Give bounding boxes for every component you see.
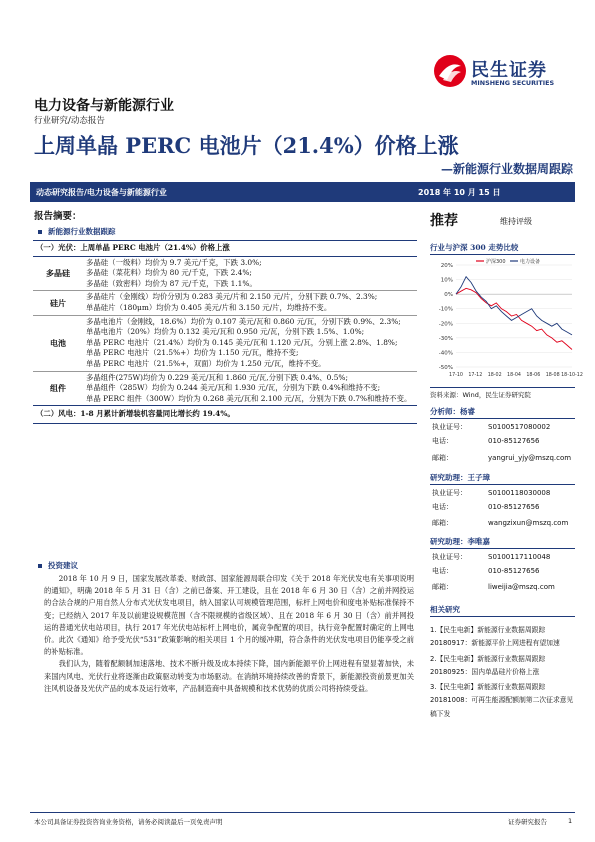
report-category: 动态研究报告/电力设备与新能源行业 bbox=[36, 188, 167, 197]
field-label: 执业证号： bbox=[432, 553, 467, 561]
report-info-bar bbox=[30, 182, 575, 202]
field-label: 邮箱： bbox=[432, 454, 453, 462]
items-cell bbox=[83, 291, 417, 315]
minsheng-logo-icon bbox=[433, 54, 467, 88]
category-cell: 组件 bbox=[33, 371, 83, 406]
field-label: 电话： bbox=[432, 437, 453, 445]
brand-logo bbox=[433, 52, 573, 96]
list-item: 单晶组件（285W）均价为 0.244 美元/瓦和 1.930 元/瓦，分别为下跌 0.4%和维持不变; bbox=[86, 383, 381, 393]
report-subtitle: —新能源行业数据周跟踪 bbox=[440, 162, 573, 176]
items-cell bbox=[83, 371, 417, 406]
field-label: 电话： bbox=[432, 567, 453, 575]
field-value: yangrui_yjy@mszq.com bbox=[488, 454, 572, 462]
legend-label: 沪深300 bbox=[486, 259, 506, 265]
table-row bbox=[33, 256, 417, 291]
field-value: 010-85127656 bbox=[488, 567, 540, 575]
field-value: 010-85127656 bbox=[488, 503, 540, 511]
table-header: （一）光伏：上周单晶 PERC 电池片（21.4%）价格上涨 bbox=[33, 241, 417, 257]
list-item: 多晶电池片（金刚线，18.6%）均价为 0.107 美元/瓦和 0.860 元/瓦，分别下跌 0.9%、2.3%; bbox=[86, 316, 401, 326]
bullet-square-icon bbox=[38, 564, 42, 568]
summary-label: 报告摘要： bbox=[34, 211, 82, 222]
field-value: 010-85127656 bbox=[488, 437, 540, 445]
list-item: 多晶硅（致密料）均价为 87 元/千克，下跌 1.1%。 bbox=[86, 278, 257, 288]
trend-chart bbox=[430, 255, 583, 385]
y-tick-label: -20% bbox=[438, 321, 453, 328]
analyst-email bbox=[432, 451, 572, 465]
list-item: 单晶电池片（20%）均价为 0.132 美元/瓦和 0.950 元/瓦，分别下跌 1.5%、1.0%; bbox=[86, 327, 365, 337]
analyst-license bbox=[432, 420, 551, 434]
table-header-row bbox=[33, 241, 417, 257]
field-label: 邮箱： bbox=[432, 519, 453, 527]
field-label: 邮箱： bbox=[432, 583, 453, 591]
table-row bbox=[33, 315, 417, 371]
divider bbox=[430, 387, 575, 388]
table-row-wind bbox=[33, 406, 417, 424]
related-heading: 相关研究 bbox=[430, 604, 575, 617]
items-cell bbox=[83, 256, 417, 291]
section-heading-tracking bbox=[38, 226, 116, 237]
y-tick-label: -30% bbox=[438, 335, 453, 342]
category-cell: 电池 bbox=[33, 315, 83, 371]
list-item: 多晶硅（一级料）均价为 9.7 美元/千克，下跌 3.0%; bbox=[86, 257, 262, 267]
section-heading-text: 投资建议 bbox=[48, 561, 78, 570]
brand-name-en: MINSHENG SECURITIES bbox=[471, 79, 555, 87]
assistant-heading: 研究助理：王子璋 bbox=[430, 472, 575, 485]
field-value: wangzixun@mszq.com bbox=[488, 519, 569, 527]
field-value: liweijia@mszq.com bbox=[488, 583, 555, 591]
brand-name-cn: 民生证券 bbox=[471, 60, 547, 81]
rating-box bbox=[430, 210, 575, 230]
industry-name: 电力设备与新能源行业 bbox=[34, 98, 174, 114]
related-link[interactable]: 2.【民生电新】新能源行业数据周跟踪 20180925：国内单晶硅片价格上涨 bbox=[430, 654, 546, 676]
section-heading-text: 新能源行业数据跟踪 bbox=[48, 227, 116, 236]
list-item: 单晶 PERC 电池片（21.4%）均价为 0.145 美元/瓦和 1.120 元/瓦，分别上涨 2.8%、1.8%; bbox=[86, 337, 398, 347]
investment-body bbox=[44, 573, 414, 695]
x-tick-label: 18-06 bbox=[526, 373, 541, 378]
assistant-license bbox=[432, 486, 551, 500]
y-tick-label: -10% bbox=[438, 306, 453, 313]
assistant-email bbox=[432, 580, 555, 594]
assistant-license bbox=[432, 550, 551, 564]
paragraph: 我们认为，随着配额制加速落地、技术不断升级及成本持续下降，国内新能源平价上网进程有望显著加快，未来国内风电、光伏行业将逐渐由政策驱动转变为市场驱动。在消纳环境持续改善的背景下，新能源投资前景更加关注风机设备及光伏产品的成本及运行效率，产品制造商中具备规模和技术优势的优质公司将持续受益。 bbox=[44, 659, 414, 693]
report-title: 上周单晶 PERC 电池片（21.4%）价格上涨 bbox=[34, 133, 459, 158]
y-tick-label: 10% bbox=[440, 277, 453, 284]
chart-heading: 行业与沪深 300 走势比较 bbox=[430, 242, 575, 255]
field-value: S0100517080002 bbox=[488, 423, 551, 431]
related-link[interactable]: 3.【民生电新】新能源行业数据周跟踪 20181008：可再生能源配额制第二次征求意见稿下发 bbox=[430, 683, 574, 718]
rating-sub: 维持评级 bbox=[500, 217, 532, 226]
field-value: S0100117110048 bbox=[488, 553, 551, 561]
list-item: 单晶 PERC 电池片（21.5%+）均价为 1.150 元/瓦，维持不变; bbox=[86, 348, 299, 358]
assistant-phone bbox=[432, 564, 540, 578]
footer-label: 证券研究报告 bbox=[508, 818, 547, 826]
series-line bbox=[456, 277, 572, 335]
data-tracking-table bbox=[33, 240, 417, 424]
section-heading-investment bbox=[38, 560, 78, 571]
list-item: 多晶硅（菜花料）均价为 80 元/千克，下跌 2.4%; bbox=[86, 268, 252, 278]
x-tick-label: 17-10 bbox=[449, 373, 463, 378]
table-row bbox=[33, 371, 417, 406]
x-tick-label: 18-08 bbox=[545, 373, 560, 378]
disclaimer-note: 本公司具备证券投资咨询业务资格，请务必阅读最后一页免责声明 bbox=[34, 818, 223, 826]
chart-source: 资料来源：Wind，民生证券研究院 bbox=[430, 391, 531, 399]
category-cell: 多晶硅 bbox=[33, 256, 83, 291]
rating-label: 推荐 bbox=[430, 213, 458, 229]
table-row bbox=[33, 291, 417, 315]
field-label: 电话： bbox=[432, 503, 453, 511]
y-tick-label: 20% bbox=[440, 263, 453, 269]
related-research-list bbox=[430, 624, 578, 723]
y-tick-label: -40% bbox=[438, 350, 453, 357]
field-label: 执业证号： bbox=[432, 489, 467, 497]
list-item: 多晶硅片（金刚线）均价分别为 0.283 美元/片和 2.150 元/片，分别下跌 0.7%、2.3%; bbox=[86, 292, 378, 302]
x-tick-label: 18-02 bbox=[487, 373, 502, 378]
assistant-email bbox=[432, 516, 569, 530]
y-tick-label: -50% bbox=[438, 365, 453, 371]
list-item: 单晶硅片（180μm）均价为 0.405 美元/片和 3.150 元/片，均维持不变。 bbox=[86, 302, 332, 312]
report-date: 2018 年 10 月 15 日 bbox=[418, 188, 501, 197]
x-tick-label: 18-04 bbox=[507, 373, 521, 378]
x-tick-label: 18-10-12 bbox=[561, 373, 583, 378]
assistant-phone bbox=[432, 500, 540, 514]
paragraph: 2018 年 10 月 9 日，国家发展改革委、财政部、国家能源局联合印发《关于 2018 年光伏发电有关事项说明的通知》，明确 2018 年 5 月 31 日（含）之前已备案、开工建设，且在 2018 年 6 月 30 日（含）之前并网投运的合法合规的户用自然人分布式光伏发电项目，纳入国家认可规模管理范围，标杆上网电价和度电补贴标准保持不变；已经纳入 2017 年及以前建设规模范围（含不限规模的省级区域）、且在 2018 年 6 月 30 日（含）前并网投运的普通光伏电站项目，执行 2017 年光伏电站标杆上网电价，属竞争配置的项目，执行竞争配置时确定的上网电价。此次《通知》给予受光伏“531”政策影响的相关项目 1 个月的缓冲期，符合条件的光伏发电项目仍能享受之前的补贴标准。 bbox=[44, 574, 414, 657]
page-footer bbox=[30, 812, 575, 826]
report-type: 行业研究/动态报告 bbox=[34, 116, 105, 126]
category-cell: 硅片 bbox=[33, 291, 83, 315]
legend-label: 电力设备 bbox=[520, 259, 541, 265]
y-tick-label: 0% bbox=[444, 292, 453, 299]
page-number: 1 bbox=[568, 817, 573, 825]
list-item: 多晶组件(275W)均价为 0.229 美元/瓦和 1.860 元/瓦,分别下跌 0.4%、0.5%; bbox=[86, 372, 348, 382]
bullet-square-icon bbox=[38, 230, 42, 234]
analyst-phone bbox=[432, 434, 540, 448]
related-link[interactable]: 1.【民生电新】新能源行业数据周跟踪 20180917：新能源平价上网进程有望加速 bbox=[430, 626, 560, 648]
list-item: 单晶 PERC 电池片（21.5%+，双面）均价为 1.250 元/瓦，维持不变。 bbox=[86, 358, 326, 368]
x-tick-label: 17-12 bbox=[468, 373, 483, 378]
wind-summary: （二）风电：1-8 月累计新增装机容量同比增长约 19.4%。 bbox=[33, 406, 417, 424]
items-cell bbox=[83, 315, 417, 371]
field-label: 执业证号： bbox=[432, 423, 467, 431]
analyst-heading: 分析师：杨睿 bbox=[430, 406, 575, 419]
assistant-heading: 研究助理：李唯嘉 bbox=[430, 536, 575, 549]
list-item: 单晶 PERC 组件（300W）均价为 0.268 美元/瓦和 2.100 元/瓦，分别为下跌 0.7%和维持不变。 bbox=[86, 393, 412, 403]
field-value: S0100118030008 bbox=[488, 489, 551, 497]
